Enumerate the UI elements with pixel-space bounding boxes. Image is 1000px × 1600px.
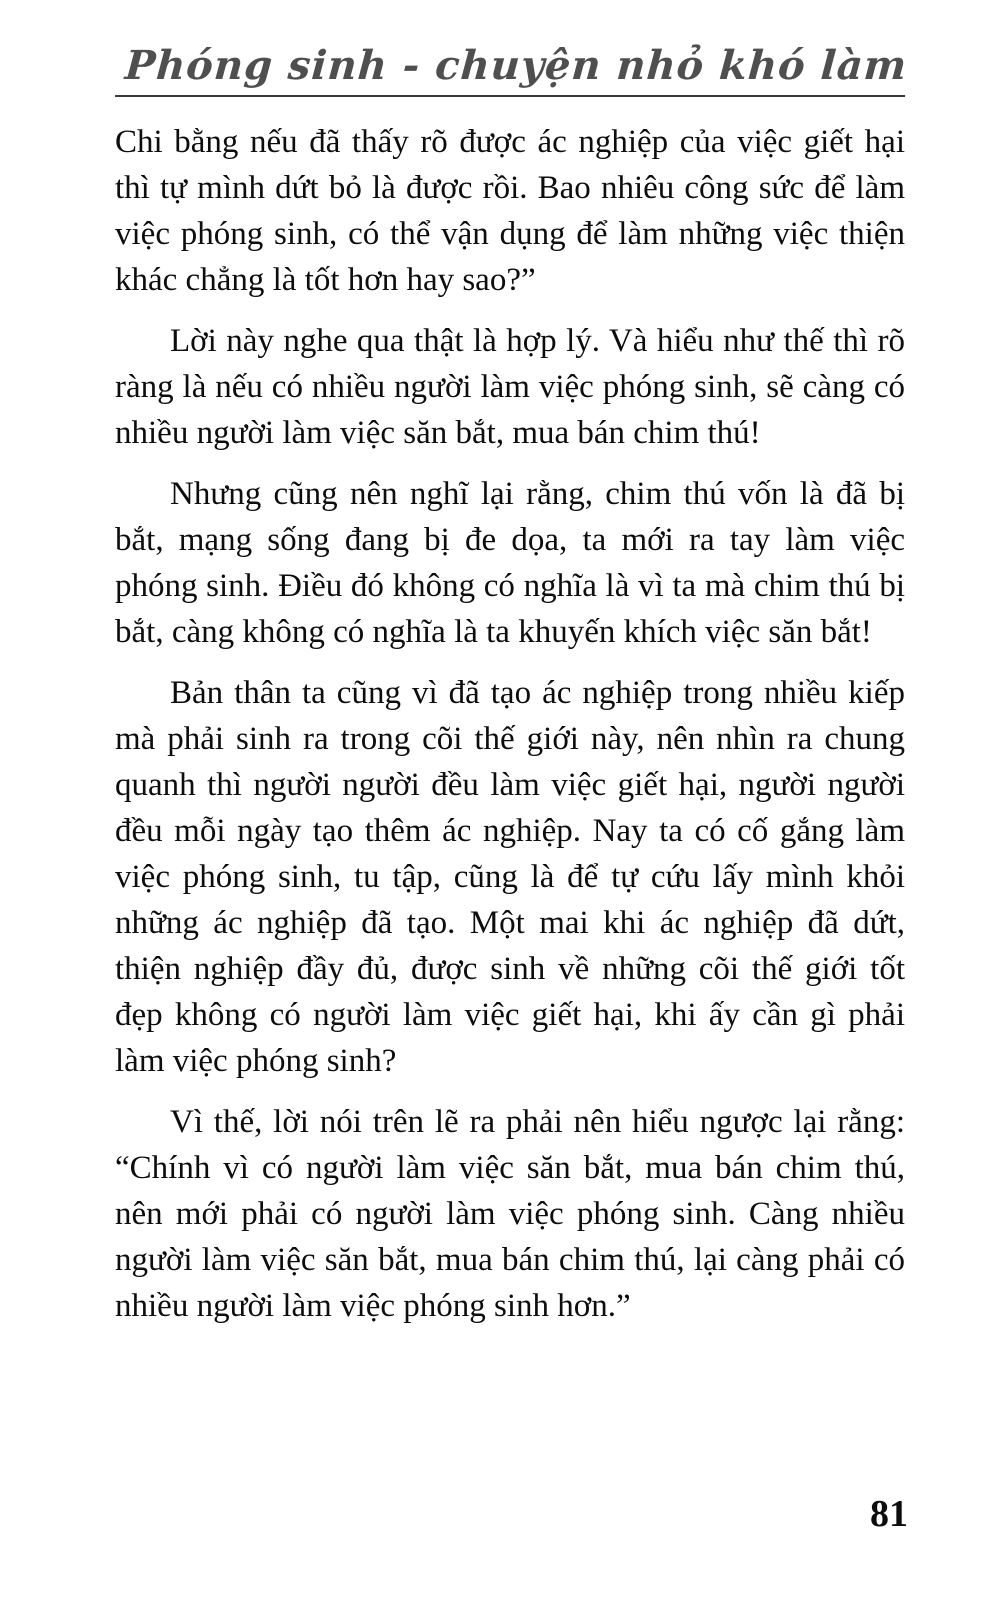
running-header-title: Phóng sinh - chuyện nhỏ khó làm	[115, 42, 909, 97]
paragraph: Chi bằng nếu đã thấy rõ được ác nghiệp của việc giết hại thì tự mình dứt bỏ là được rồi. Bao nhiêu công sức để làm việc phóng sinh, có thể vận dụng để làm những việc thiện khác chẳng là tốt hơn hay sao?”	[115, 124, 905, 298]
paragraph: Nhưng cũng nên nghĩ lại rằng, chim thú vốn là đã bị bắt, mạng sống đang bị đe dọa, ta mới ra tay làm việc phóng sinh. Điều đó không có nghĩa là vì ta mà chim thú bị bắt, càng không có nghĩa là ta khuyến khích việc săn bắt!	[115, 476, 905, 650]
paragraph: Lời này nghe qua thật là hợp lý. Và hiểu như thế thì rõ ràng là nếu có nhiều người làm việc phóng sinh, sẽ càng có nhiều người làm việc săn bắt, mua bán chim thú!	[115, 323, 905, 451]
paragraph: Bản thân ta cũng vì đã tạo ác nghiệp trong nhiều kiếp mà phải sinh ra trong cõi thế giới này, nên nhìn ra chung quanh thì người người đều làm việc giết hại, người người đều mỗi ngày tạo thêm ác nghiệp. Nay ta có cố gắng làm việc phóng sinh, tu tập, cũng là để tự cứu lấy mình khỏi những ác nghiệp đã tạo. Một mai khi ác nghiệp đã dứt, thiện nghiệp đầy đủ, được sinh về những cõi thế giới tốt đẹp không có người làm việc giết hại, khi ấy cần gì phải làm việc phóng sinh?	[115, 675, 905, 1079]
paragraph: Vì thế, lời nói trên lẽ ra phải nên hiểu ngược lại rằng: “Chính vì có người làm việc săn bắt, mua bán chim thú, nên mới phải có người làm việc phóng sinh. Càng nhiều người làm việc săn bắt, mua bán chim thú, lại càng phải có nhiều người làm việc phóng sinh hơn.”	[115, 1104, 905, 1324]
body-text	[115, 119, 905, 1329]
page-number: 81	[870, 1493, 908, 1535]
